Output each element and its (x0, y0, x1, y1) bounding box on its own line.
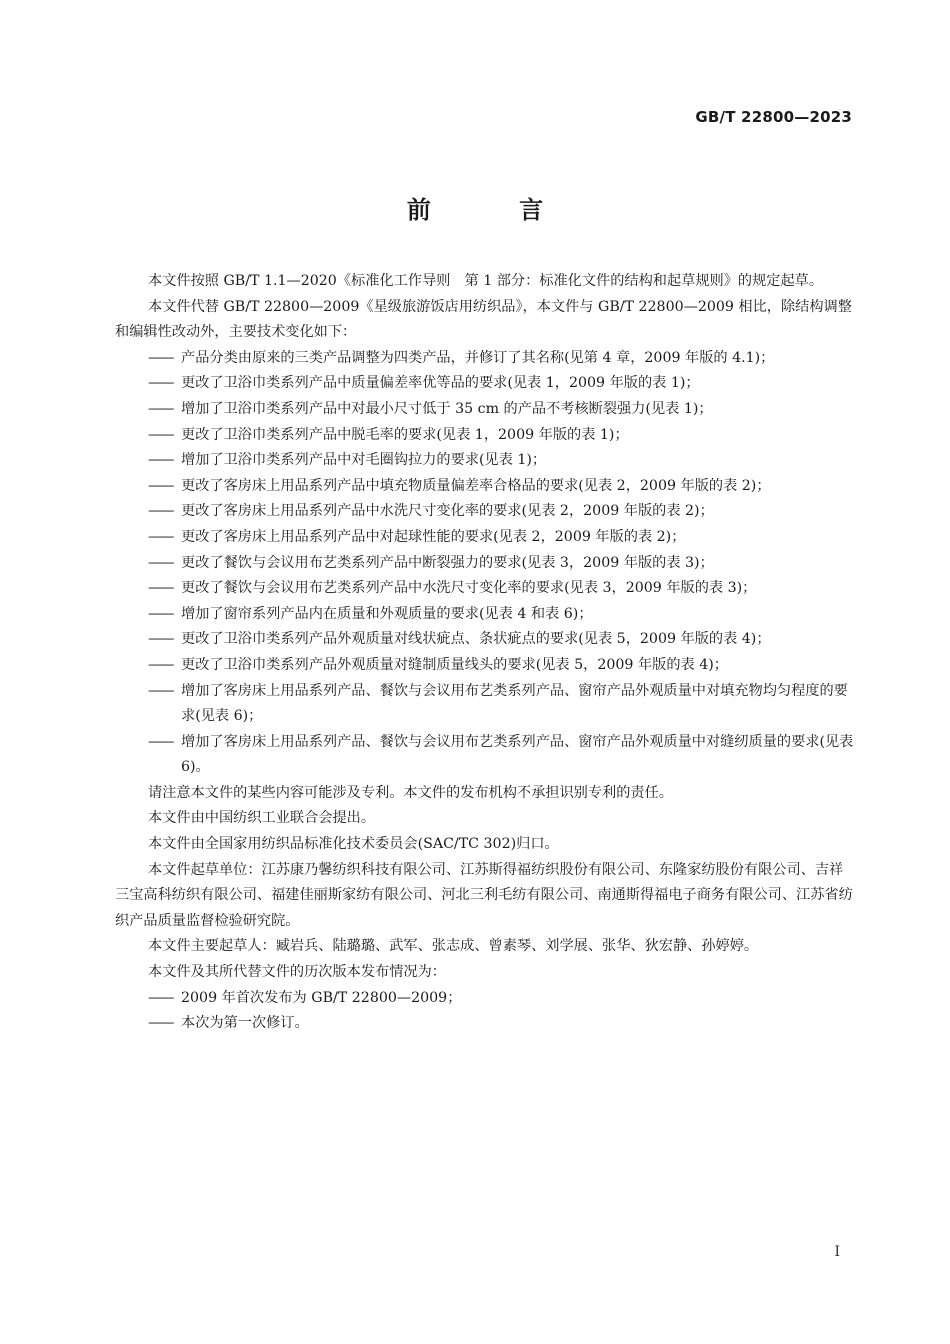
paragraph-proposer: 本文件由中国纺织工业联合会提出。 (148, 810, 376, 827)
list-item: —— 增加了客房床上用品系列产品、餐饮与会议用布艺类系列产品、窗帘产品外观质量中对填充物均匀程度的要求(见表 6)； (115, 679, 855, 730)
dash-mark: —— (148, 426, 173, 443)
paragraph-replacement: 本文件代替 GB/T 22800—2009《星级旅游饭店用纺织品》，本文件与 GB/T 22800—2009 相比，除结构调整和编辑性改动外，主要技术变化如下： (115, 298, 852, 341)
foreword-body (115, 269, 855, 1037)
paragraph-committee: 本文件由全国家用纺织品标准化技术委员会(SAC/TC 302)归口。 (148, 836, 559, 853)
list-item: —— 更改了卫浴巾类系列产品外观质量对缝制质量线头的要求(见表 5，2009 年版的表 4)； (115, 653, 855, 679)
list-item: —— 更改了卫浴巾类系列产品外观质量对线状疵点、条状疵点的要求(见表 5，2009 年版的表 4)； (115, 627, 855, 653)
paragraph-drafting-basis: 本文件按照 GB/T 1.1—2020《标准化工作导则 第 1 部分：标准化文件的结构和起草规则》的规定起草。 (148, 273, 824, 289)
list-item: —— 增加了窗帘系列产品内在质量和外观质量的要求(见表 4 和表 6)； (115, 602, 855, 628)
dash-mark: —— (148, 400, 173, 417)
changes-list (115, 346, 855, 781)
history-list (115, 986, 855, 1037)
dash-mark: —— (148, 528, 173, 545)
list-item: —— 更改了餐饮与会议用布艺类系列产品中水洗尺寸变化率的要求(见表 3，2009 年版的表 3)； (115, 576, 855, 602)
paragraph-drafters: 本文件主要起草人：臧岩兵、陆璐璐、武军、张志成、曾素琴、刘学展、张华、狄宏静、孙婷婷。 (148, 938, 759, 955)
paragraph-history-intro: 本文件及其所代替文件的历次版本发布情况为： (148, 964, 446, 981)
list-item: —— 增加了卫浴巾类系列产品中对毛圈钩拉力的要求(见表 1)； (115, 448, 855, 474)
list-item: —— 更改了餐饮与会议用布艺类系列产品中断裂强力的要求(见表 3，2009 年版的表 3)； (115, 551, 855, 577)
list-item: —— 更改了卫浴巾类系列产品中质量偏差率优等品的要求(见表 1，2009 年版的表 1)； (115, 371, 855, 397)
dash-mark: —— (148, 375, 173, 392)
list-item: —— 更改了客房床上用品系列产品中填充物质量偏差率合格品的要求(见表 2，2009 年版的表 2)； (115, 474, 855, 500)
list-item: —— 2009 年首次发布为 GB/T 22800—2009； (115, 986, 855, 1012)
dash-mark: —— (148, 1015, 173, 1032)
dash-mark: —— (148, 477, 173, 494)
dash-mark: —— (148, 580, 173, 597)
dash-mark: —— (148, 452, 173, 469)
page-number: I (834, 1244, 840, 1260)
list-item: —— 本次为第一次修订。 (115, 1011, 855, 1037)
page-title: 前 言 (406, 196, 584, 224)
dash-mark: —— (148, 682, 173, 699)
list-item: —— 增加了客房床上用品系列产品、餐饮与会议用布艺类系列产品、窗帘产品外观质量中对缝纫质量的要求(见表 6)。 (115, 730, 855, 781)
list-item: —— 产品分类由原来的三类产品调整为四类产品，并修订了其名称(见第 4 章，2009 年版的 4.1)； (115, 346, 855, 372)
dash-mark: —— (148, 631, 173, 648)
dash-mark: —— (148, 733, 173, 750)
dash-mark: —— (148, 503, 173, 520)
list-item: —— 更改了客房床上用品系列产品中对起球性能的要求(见表 2，2009 年版的表 2)； (115, 525, 855, 551)
paragraph-drafting-units: 本文件起草单位：江苏康乃馨纺织科技有限公司、江苏斯得福纺织股份有限公司、东隆家纺股份有限公司、吉祥三宝高科纺织有限公司、福建佳丽斯家纺有限公司、河北三利毛纺有限公司、南通斯得福电子商务有限公司、江苏省纺织产品质量监督检验研究院。 (115, 861, 853, 929)
list-item: —— 增加了卫浴巾类系列产品中对最小尺寸低于 35 cm 的产品不考核断裂强力(见表 1)； (115, 397, 855, 423)
list-item: —— 更改了卫浴巾类系列产品中脱毛率的要求(见表 1，2009 年版的表 1)； (115, 423, 855, 449)
dash-mark: —— (148, 605, 173, 622)
dash-mark: —— (148, 349, 173, 366)
list-item: —— 更改了客房床上用品系列产品中水洗尺寸变化率的要求(见表 2，2009 年版的表 2)； (115, 499, 855, 525)
paragraph-patent-notice: 请注意本文件的某些内容可能涉及专利。本文件的发布机构不承担识别专利的责任。 (148, 784, 673, 801)
standard-code: GB/T 22800—2023 (695, 108, 852, 126)
dash-mark: —— (148, 989, 173, 1006)
dash-mark: —— (148, 656, 173, 673)
dash-mark: —— (148, 554, 173, 571)
